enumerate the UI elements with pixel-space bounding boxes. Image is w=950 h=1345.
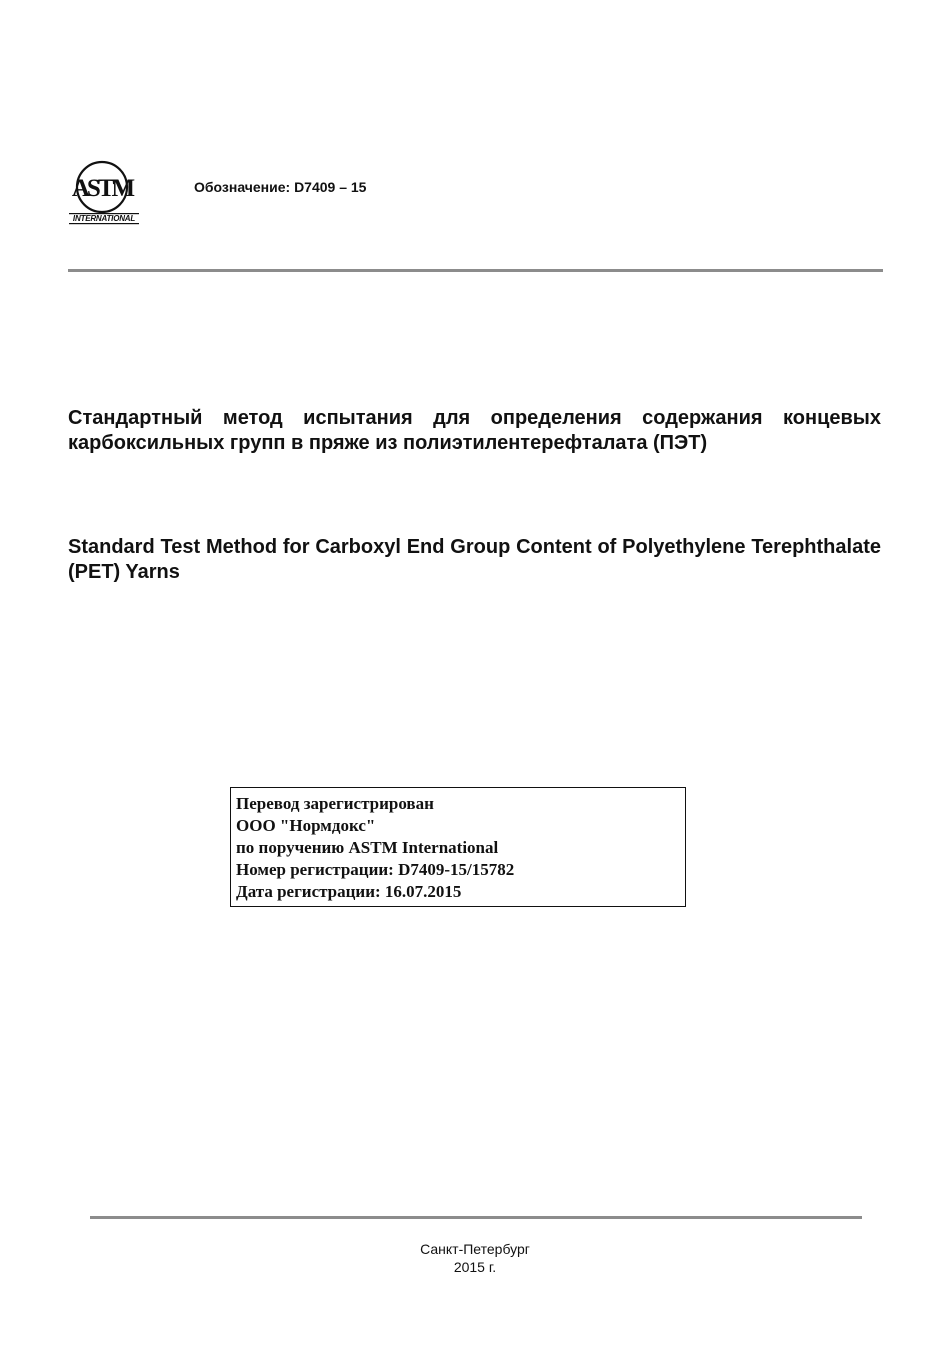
registration-line: ООО "Нормдокс" xyxy=(236,816,376,835)
registration-box xyxy=(230,787,686,907)
registration-line: Перевод зарегистрирован xyxy=(236,794,434,813)
footer xyxy=(0,1240,950,1276)
registration-line: по поручению ASTM International xyxy=(236,838,499,857)
document-designation: Обозначение: D7409 – 15 xyxy=(194,179,367,195)
title-russian: Стандартный метод испытания для определения содержания концевых карбоксильных групп в пряже из полиэтилентерефталата (ПЭТ) xyxy=(68,407,881,454)
footer-year: 2015 г. xyxy=(453,1259,497,1275)
registration-line: Номер регистрации: D7409-15/15782 xyxy=(236,860,515,879)
title-english: Standard Test Method for Carboxyl End Group Content of Polyethylene Terephthalate (PET) Yarns xyxy=(68,536,881,583)
header-divider xyxy=(68,269,883,272)
svg-text:ASTM: ASTM xyxy=(71,175,133,202)
logo-wordmark: INTERNATIONAL xyxy=(72,214,136,223)
astm-logo xyxy=(66,160,142,228)
footer-city: Санкт-Петербург xyxy=(420,1241,530,1257)
footer-divider xyxy=(90,1216,862,1219)
registration-line: Дата регистрации: 16.07.2015 xyxy=(236,882,462,901)
